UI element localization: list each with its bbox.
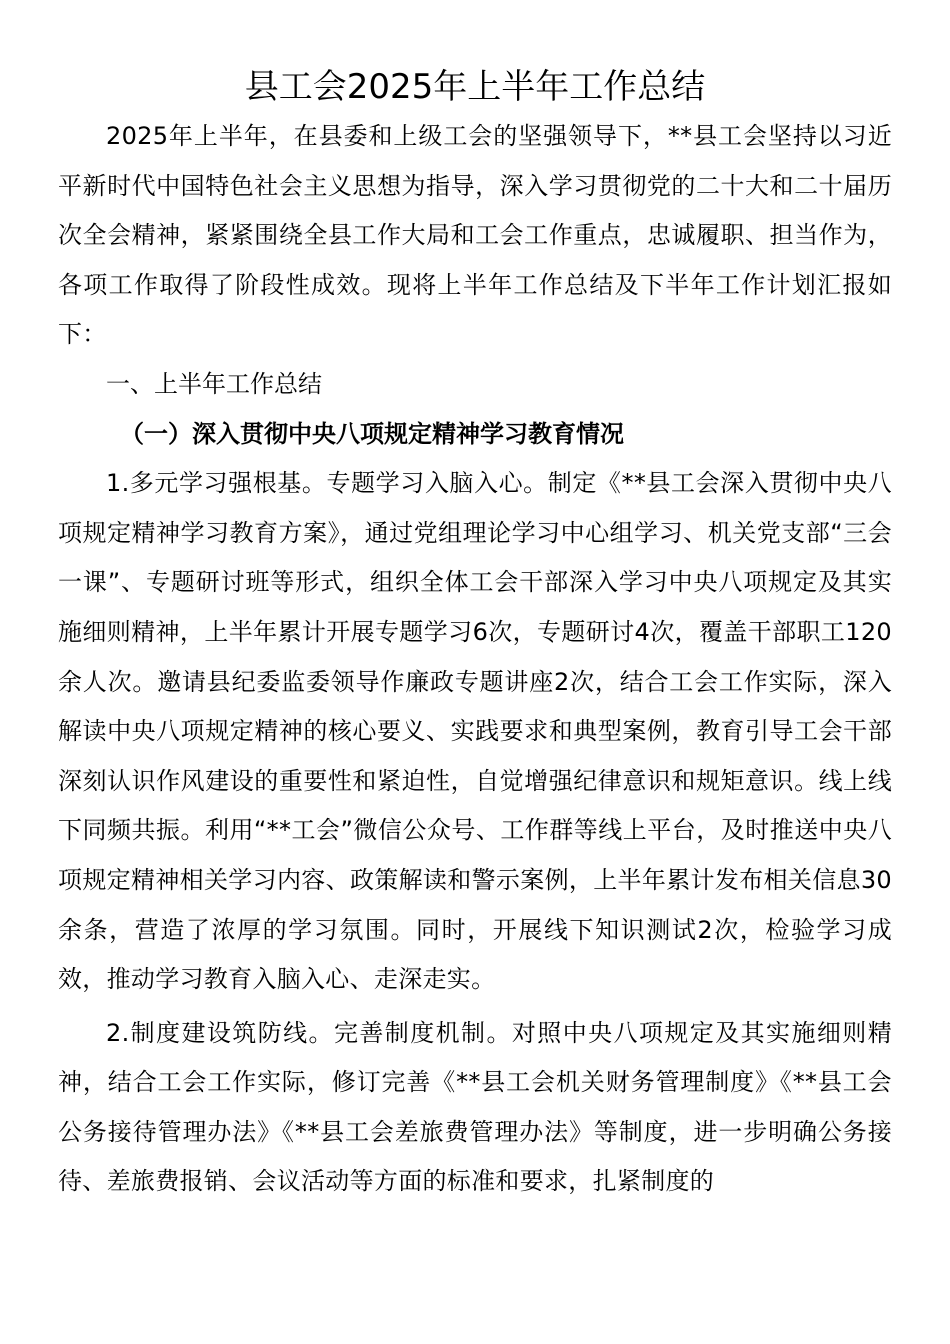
- section-heading-1: 一、上半年工作总结: [106, 369, 322, 398]
- subsection-heading-1: （一）深入贯彻中央八项规定精神学习教育情况: [120, 419, 624, 448]
- document-title: 县工会2025年上半年工作总结: [244, 67, 706, 107]
- item-1-paragraph: 1.多元学习强根基。专题学习入脑入心。制定《**县工会深入贯彻中央八项规定精神学习教育方案》，通过党组理论学习中心组学习、机关党支部“三会一课”、专题研讨班等形式，组织全体工会干部深入学习中央八项规定及其实施细则精神，上半年累计开展专题学习6次，专题研讨4次，覆盖干部职工120余人次。邀请县纪委监委领导作廉政专题讲座2次，结合工会工作实际，深入解读中央八项规定精神的核心要义、实践要求和典型案例，教育引导工会干部深刻认识作风建设的重要性和紧迫性，自觉增强纪律意识和规矩意识。线上线下同频共振。利用“**工会”微信公众号、工作群等线上平台，及时推送中央八项规定精神相关学习内容、政策解读和警示案例，上半年累计发布相关信息30余条，营造了浓厚的学习氛围。同时，开展线下知识测试2次，检验学习成效，推动学习教育入脑入心、走深走实。: [58, 469, 892, 994]
- item-2-paragraph: 2.制度建设筑防线。完善制度机制。对照中央八项规定及其实施细则精神，结合工会工作实际，修订完善《**县工会机关财务管理制度》《**县工会公务接待管理办法》《**县工会差旅费管理办法》等制度，进一步明确公务接待、差旅费报销、会议活动等方面的标准和要求，扎紧制度的: [58, 1018, 892, 1196]
- intro-paragraph: 2025年上半年，在县委和上级工会的坚强领导下，**县工会坚持以习近平新时代中国特色社会主义思想为指导，深入学习贯彻党的二十大和二十届历次全会精神，紧紧围绕全县工作大局和工会工作重点，忠诚履职、担当作为，各项工作取得了阶段性成效。现将上半年工作总结及下半年工作计划汇报如下：: [58, 122, 892, 349]
- document-page: [58, 62, 892, 1207]
